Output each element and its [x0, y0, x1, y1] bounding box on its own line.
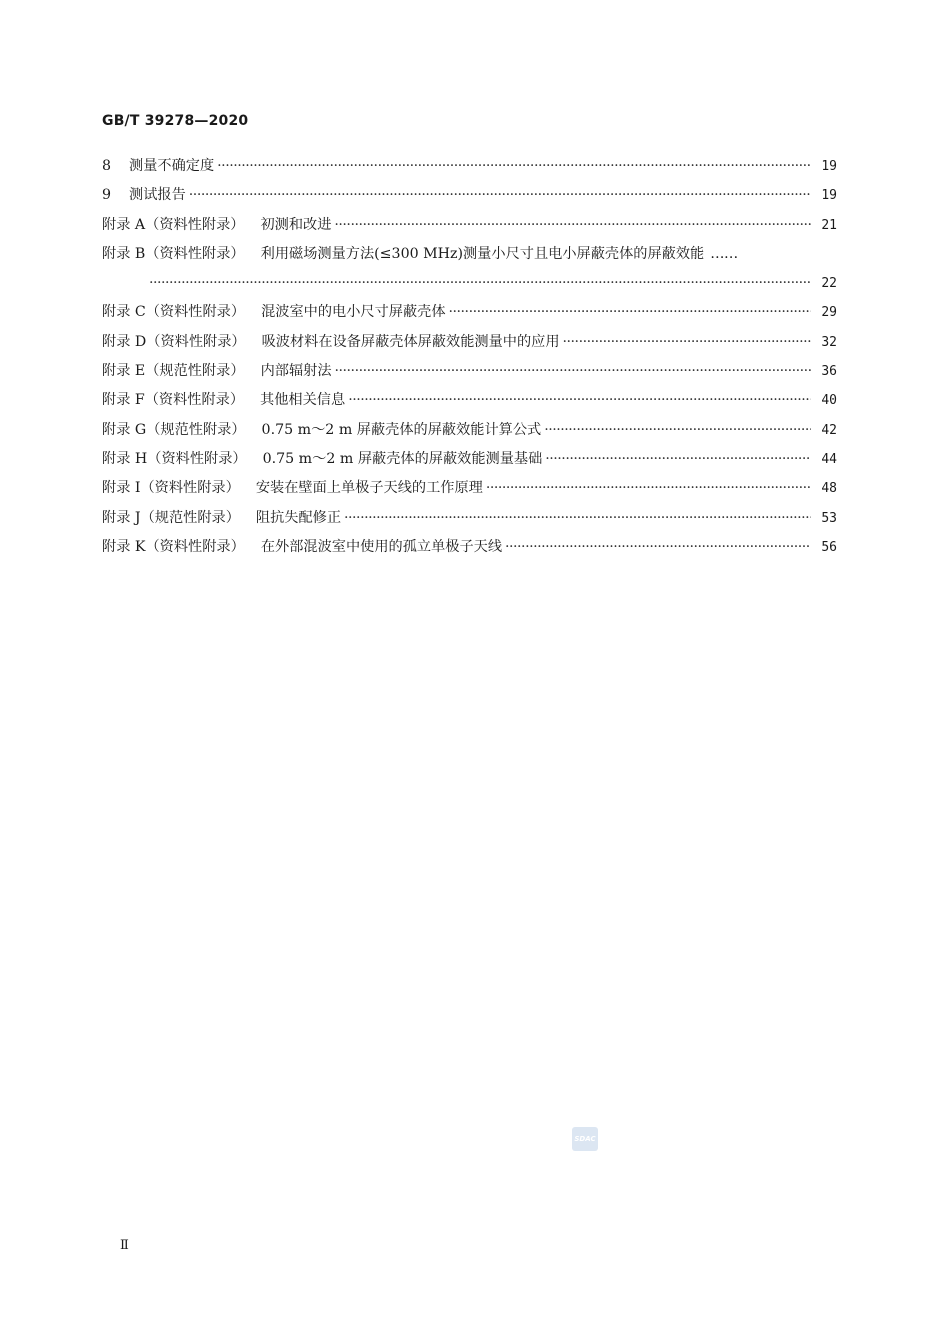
toc-entry-title: 0.75 m～2 m 屏蔽壳体的屏蔽效能测量基础	[262, 450, 543, 467]
toc-entry-title: 测试报告	[129, 187, 186, 204]
toc-leader-dots	[486, 474, 811, 503]
toc-entry-annex-e[interactable]	[102, 357, 837, 386]
toc-entry-label: 9	[102, 187, 112, 204]
toc-entry-page: 36	[821, 364, 837, 380]
toc-entry-page: 48	[821, 481, 837, 497]
toc-leader-dots	[335, 357, 811, 386]
toc-entry-page: 22	[821, 276, 837, 292]
toc-leader-dots	[449, 298, 811, 327]
toc-entry-page: 19	[821, 159, 837, 174]
toc-entry-annex-h[interactable]	[102, 445, 837, 474]
toc-leader-dots	[505, 533, 811, 562]
table-of-contents	[102, 152, 837, 562]
toc-entry-8[interactable]	[102, 152, 837, 181]
page-number: Ⅱ	[120, 1238, 129, 1253]
toc-entry-title: 其他相关信息	[260, 392, 346, 409]
toc-entry-page: 40	[821, 393, 837, 409]
toc-entry-title: 0.75 m～2 m 屏蔽壳体的屏蔽效能计算公式	[261, 421, 542, 438]
toc-entry-title: 吸波材料在设备屏蔽壳体屏蔽效能测量中的应用	[261, 333, 560, 350]
toc-entry-label: 附录 C（资料性附录）	[102, 304, 246, 321]
toc-entry-label: 附录 F（资料性附录）	[102, 392, 245, 409]
toc-leader-dots	[545, 445, 811, 474]
toc-entry-page: 56	[821, 539, 837, 555]
toc-entry-title: 在外部混波室中使用的孤立单极子天线	[260, 538, 503, 555]
toc-entry-annex-f[interactable]	[102, 386, 837, 415]
toc-entry-label: 附录 E（规范性附录）	[102, 363, 245, 380]
toc-entry-title: 测量不确定度	[129, 158, 215, 174]
toc-entry-page: 19	[821, 188, 837, 204]
toc-entry-label: 附录 D（资料性附录）	[102, 333, 246, 350]
toc-entry-annex-a[interactable]	[102, 211, 837, 240]
toc-entry-annex-b[interactable]	[102, 240, 837, 269]
toc-leader-dots	[189, 181, 811, 210]
toc-entry-title: 利用磁场测量方法(≤300 MHz)测量小尺寸且电小屏蔽壳体的屏蔽效能	[260, 245, 705, 262]
toc-entry-page: 32	[821, 334, 837, 350]
toc-entry-annex-c[interactable]	[102, 298, 837, 327]
toc-entry-page: 42	[821, 422, 837, 438]
toc-entry-title: 初测和改进	[260, 216, 332, 233]
toc-entry-label: 8	[102, 158, 112, 174]
toc-entry-page: 53	[821, 510, 837, 526]
toc-entry-label: 附录 G（规范性附录）	[102, 421, 246, 438]
standard-code-header: GB/T 39278—2020	[102, 113, 249, 129]
toc-entry-annex-i[interactable]	[102, 474, 837, 503]
toc-entry-label: 附录 I（资料性附录）	[102, 480, 240, 497]
toc-entry-label: 附录 A（资料性附录）	[102, 216, 245, 233]
toc-leader-dots	[348, 386, 811, 415]
toc-entry-annex-b-continuation[interactable]	[102, 269, 837, 298]
toc-leader-dots	[149, 269, 811, 298]
toc-entry-9[interactable]	[102, 181, 837, 210]
toc-leader-dots	[563, 328, 811, 357]
toc-entry-page: 44	[821, 451, 837, 467]
toc-leader-dots	[344, 504, 811, 533]
toc-entry-label: 附录 B（资料性附录）	[102, 245, 245, 262]
toc-entry-page: 21	[821, 217, 837, 233]
toc-leader-dots	[217, 152, 811, 181]
toc-entry-annex-d[interactable]	[102, 328, 837, 357]
toc-entry-annex-k[interactable]	[102, 533, 837, 562]
toc-leader-dots: ……	[710, 245, 738, 262]
toc-entry-annex-g[interactable]	[102, 416, 837, 445]
watermark-logo: SDAC	[572, 1127, 598, 1151]
toc-entry-page: 29	[821, 305, 837, 321]
toc-entry-label: 附录 K（资料性附录）	[102, 538, 245, 555]
toc-entry-annex-j[interactable]	[102, 504, 837, 533]
toc-entry-label: 附录 J（规范性附录）	[102, 509, 240, 526]
toc-entry-title: 安装在壁面上单极子天线的工作原理	[255, 480, 483, 497]
toc-entry-title: 混波室中的电小尺寸屏蔽壳体	[261, 304, 446, 321]
toc-entry-label: 附录 H（资料性附录）	[102, 450, 247, 467]
toc-leader-dots	[334, 211, 811, 240]
toc-entry-title: 内部辐射法	[260, 363, 332, 380]
toc-entry-title: 阻抗失配修正	[255, 509, 342, 526]
toc-leader-dots	[544, 416, 811, 445]
